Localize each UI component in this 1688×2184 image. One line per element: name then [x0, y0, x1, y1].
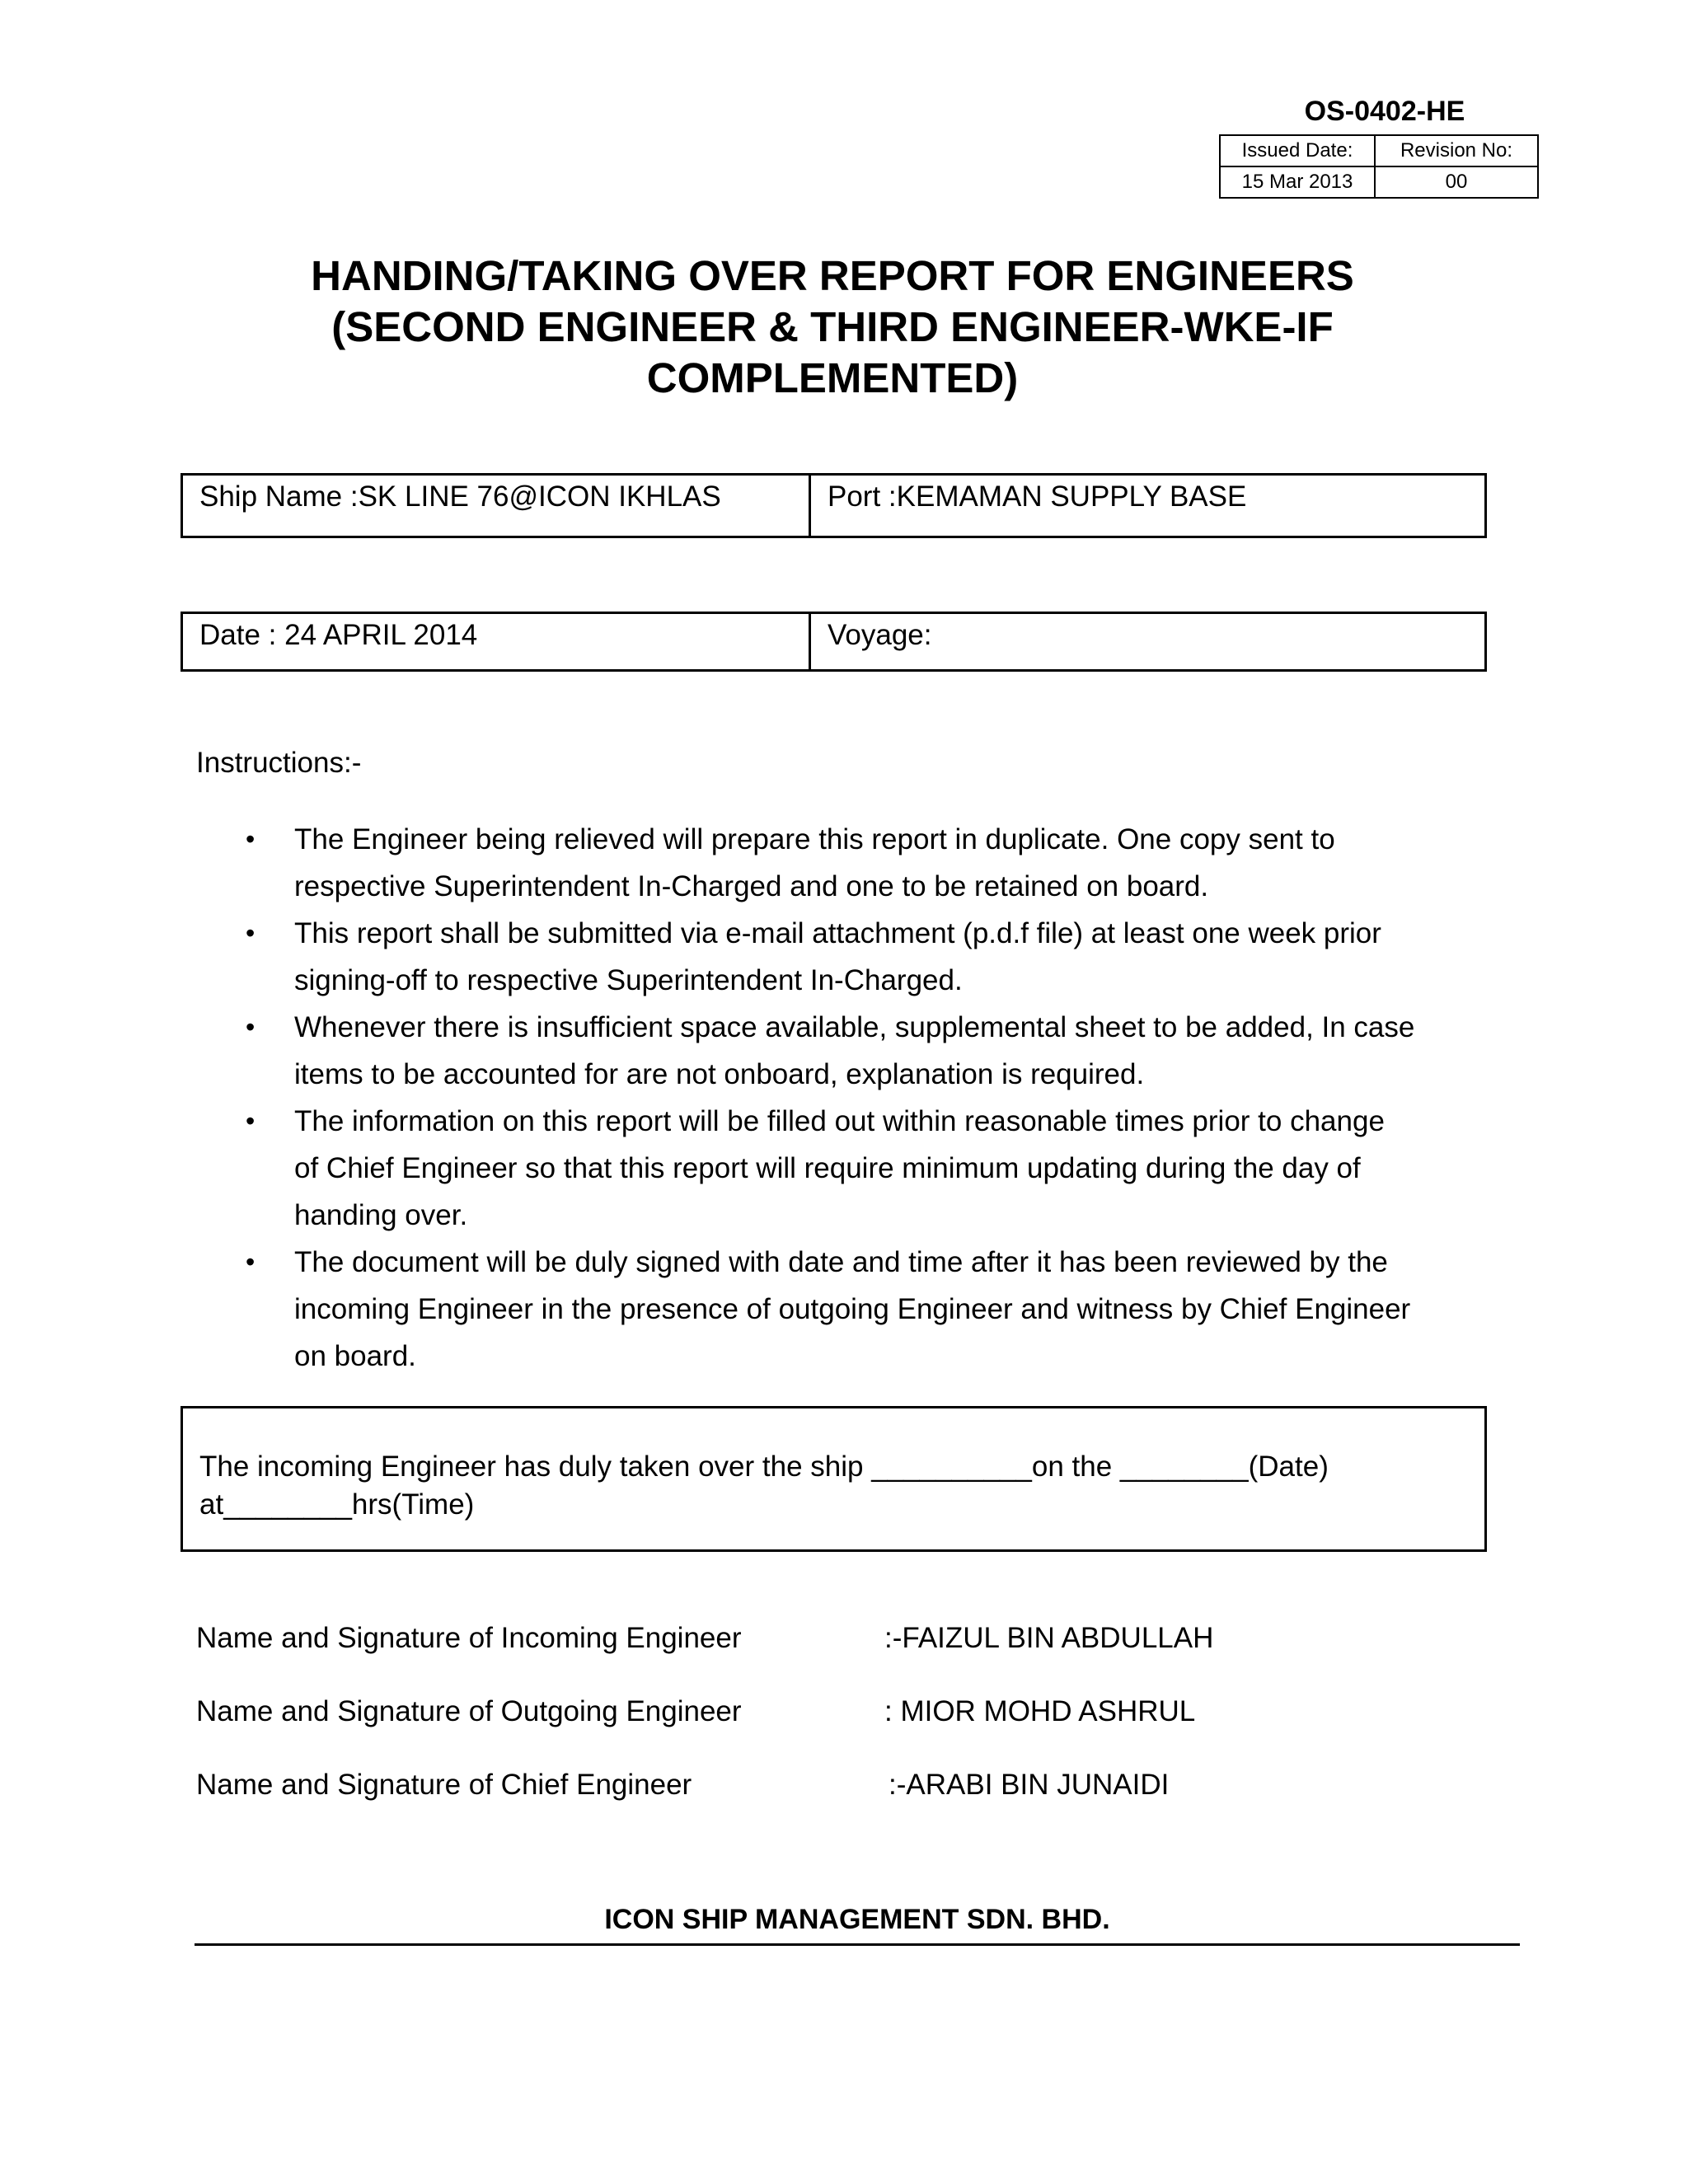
date-voyage-box — [181, 612, 1487, 672]
report-title — [165, 251, 1500, 404]
instruction-line: The Engineer being relieved will prepare this report in duplicate. One copy sent to — [294, 823, 1335, 855]
instruction-line: incoming Engineer in the presence of outgoing Engineer and witness by Chief Engineer — [294, 1293, 1411, 1325]
signature-label: Name and Signature of Incoming Engineer — [196, 1622, 742, 1654]
instruction-line: The information on this report will be filled out within reasonable times prior to change — [294, 1105, 1385, 1137]
instructions-label: Instructions:- — [196, 747, 362, 779]
revision-label: Revision No: — [1375, 135, 1538, 166]
signature-row-outgoing — [196, 1695, 1196, 1728]
instruction-line: respective Superintendent In-Charged and one to be retained on board. — [294, 870, 1209, 902]
bullet-icon: • — [246, 1012, 256, 1042]
instruction-item — [196, 1098, 1482, 1239]
takeover-line-2: at________hrs(Time) — [199, 1488, 475, 1521]
bullet-icon: • — [246, 1106, 256, 1136]
bullet-icon: • — [246, 1247, 256, 1277]
instruction-line: on board. — [294, 1340, 416, 1372]
ship-name-field: Ship Name :SK LINE 76@ICON IKHLAS — [183, 476, 811, 536]
instruction-line: items to be accounted for are not onboard, explanation is required. — [294, 1058, 1145, 1090]
instruction-line: of Chief Engineer so that this report will require minimum updating during the day of — [294, 1152, 1361, 1184]
signature-label: Name and Signature of Outgoing Engineer — [196, 1695, 742, 1727]
issue-table-value-row — [1220, 166, 1538, 198]
instruction-line: The document will be duly signed with date and time after it has been reviewed by the — [294, 1246, 1388, 1278]
signature-value: :-ARABI BIN JUNAIDI — [889, 1769, 1170, 1801]
issue-revision-table — [1219, 134, 1539, 199]
signature-value: : MIOR MOHD ASHRUL — [884, 1695, 1196, 1727]
instruction-line: This report shall be submitted via e-mail attachment (p.d.f file) at least one week prior — [294, 917, 1381, 949]
instruction-item — [196, 816, 1482, 910]
signature-row-chief — [196, 1769, 1170, 1802]
title-line-1: HANDING/TAKING OVER REPORT FOR ENGINEERS — [311, 252, 1354, 299]
footer-divider — [195, 1943, 1520, 1946]
issued-date-label: Issued Date: — [1220, 135, 1375, 166]
takeover-statement-box — [181, 1406, 1487, 1552]
date-field: Date : 24 APRIL 2014 — [183, 614, 811, 669]
signature-label: Name and Signature of Chief Engineer — [196, 1769, 692, 1801]
ship-port-box — [181, 473, 1487, 538]
document-code: OS-0402-HE — [1304, 96, 1465, 127]
company-footer: ICON SHIP MANAGEMENT SDN. BHD. — [604, 1904, 1110, 1935]
bullet-icon: • — [246, 824, 256, 854]
instruction-item — [196, 910, 1482, 1004]
signature-row-incoming — [196, 1622, 1214, 1655]
revision-value: 00 — [1375, 166, 1538, 198]
title-line-3: COMPLEMENTED) — [646, 354, 1019, 401]
takeover-line-1: The incoming Engineer has duly taken over the ship __________on the ________(Date) — [199, 1451, 1329, 1483]
port-field: Port :KEMAMAN SUPPLY BASE — [828, 480, 1247, 513]
instruction-line: signing-off to respective Superintendent In-Charged. — [294, 964, 963, 996]
instruction-line: Whenever there is insufficient space available, supplemental sheet to be added, In case — [294, 1011, 1415, 1043]
instruction-item — [196, 1004, 1482, 1098]
instruction-line: handing over. — [294, 1199, 468, 1231]
instruction-item — [196, 1239, 1482, 1380]
bullet-icon: • — [246, 918, 256, 948]
title-line-2: (SECOND ENGINEER & THIRD ENGINEER-WKE-IF — [331, 303, 1334, 350]
instructions-list — [196, 816, 1482, 1380]
voyage-field: Voyage: — [828, 619, 932, 651]
issue-table-header-row — [1220, 135, 1538, 166]
signature-value: :-FAIZUL BIN ABDULLAH — [884, 1622, 1214, 1654]
issued-date-value: 15 Mar 2013 — [1220, 166, 1375, 198]
